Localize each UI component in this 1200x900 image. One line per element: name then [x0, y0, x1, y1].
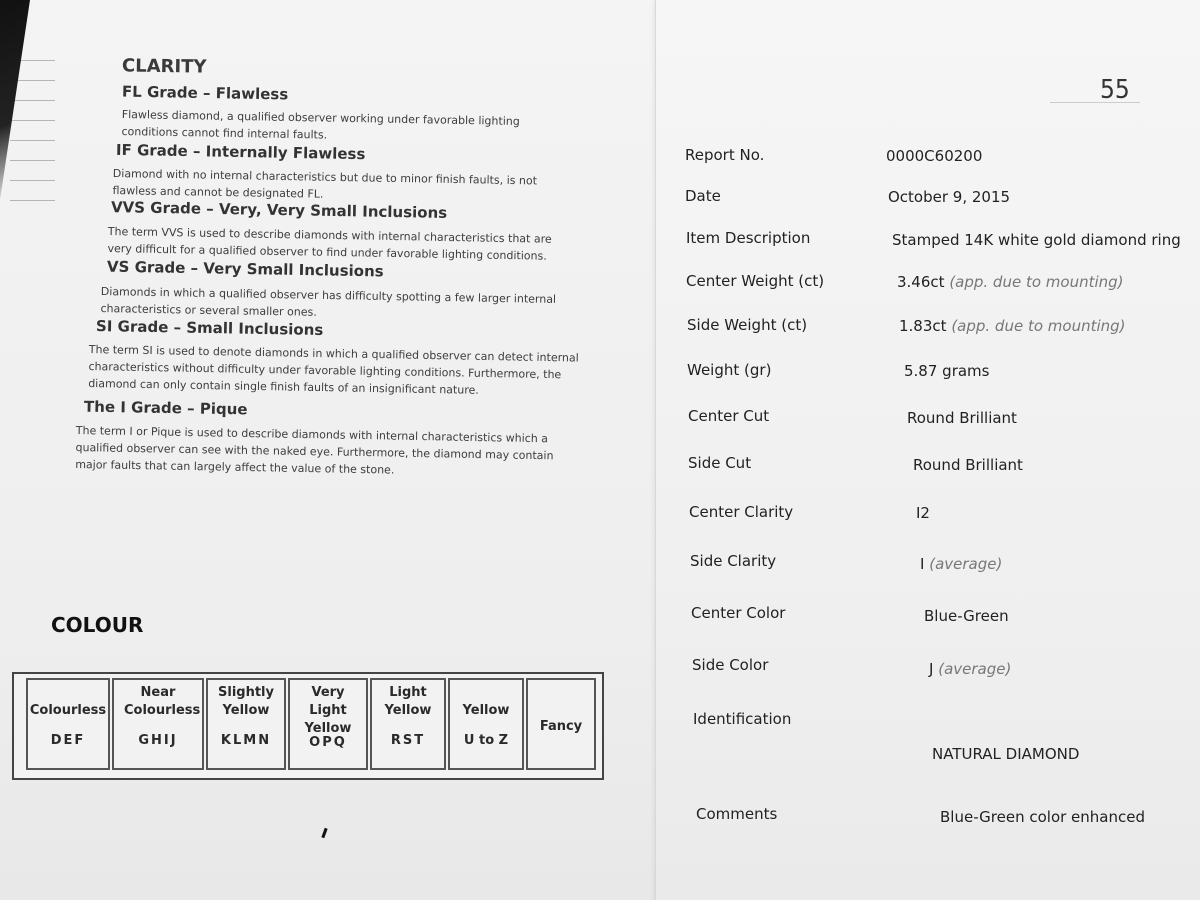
center-weight-value: 3.46ct [897, 273, 945, 291]
field-label-center-cut: Center Cut [688, 407, 770, 425]
field-label-center-color: Center Color [691, 604, 786, 622]
field-label-item-description: Item Description [686, 229, 811, 247]
colour-cell-code: GHIJ [138, 733, 178, 748]
colour-cell [112, 678, 204, 770]
field-value-date: October 9, 2015 [888, 188, 1011, 206]
binding-line [10, 120, 55, 121]
field-value-center-weight [897, 273, 1124, 291]
colour-scale-table [12, 672, 604, 780]
binding-line [10, 100, 55, 101]
side-clarity-note: (average) [929, 555, 1003, 573]
right-sheet [655, 0, 1200, 900]
colour-cell-label: Near Colourless [124, 685, 201, 718]
field-value-weight: 5.87 grams [904, 362, 990, 380]
grade-text-fl: Flawless diamond, a qualified observer working under favorable lighting conditions cannot find internal faults. [121, 107, 520, 142]
field-label-center-weight: Center Weight (ct) [686, 272, 825, 290]
field-value-side-cut: Round Brilliant [913, 456, 1023, 474]
colour-cell-label: Slightly Yellow [218, 685, 274, 718]
binding-line [10, 180, 55, 181]
field-label-side-cut: Side Cut [688, 454, 752, 472]
colour-cell [26, 678, 110, 770]
field-value-report-no: 0000C60200 [886, 147, 983, 165]
clarity-title: CLARITY [121, 55, 207, 78]
side-color-note: (average) [938, 660, 1012, 678]
colour-cell-code: U to Z [463, 733, 509, 748]
colour-cell-code: RST [390, 733, 426, 748]
field-label-side-weight: Side Weight (ct) [687, 316, 808, 334]
colour-cell-label: Yellow [462, 703, 510, 718]
field-label-side-color: Side Color [692, 656, 769, 674]
field-label-side-clarity: Side Clarity [690, 552, 777, 570]
field-value-center-clarity: I2 [916, 504, 930, 522]
colour-cell [448, 678, 524, 770]
colour-cell-label: Colourless [29, 703, 107, 718]
colour-cell-code: OPQ [309, 735, 347, 750]
field-value-side-clarity [920, 555, 1002, 573]
colour-cell [206, 678, 286, 770]
field-label-report-no: Report No. [685, 146, 765, 164]
colour-cell-label: Very Light Yellow [304, 685, 352, 736]
colour-cell-label: Light Yellow [384, 685, 432, 718]
grade-heading-vvs: VVS Grade – Very, Very Small Inclusions [110, 198, 448, 222]
page-number: 55 [1100, 75, 1130, 105]
side-weight-value: 1.83ct [899, 317, 947, 335]
center-weight-note: (app. due to mounting) [949, 273, 1124, 291]
colour-cell [370, 678, 446, 770]
colour-title: COLOUR [51, 613, 144, 637]
field-label-center-clarity: Center Clarity [689, 503, 794, 521]
field-label-date: Date [685, 187, 721, 205]
field-value-center-color: Blue-Green [924, 607, 1009, 625]
binding-line [10, 140, 55, 141]
grade-text-vs: Diamonds in which a qualified observer has difficulty spotting a few larger internal characteristics or several smaller ones. [100, 284, 557, 319]
grade-heading-fl: FL Grade – Flawless [121, 82, 289, 104]
colour-cell-code: KLMN [220, 733, 272, 748]
binding-line [10, 160, 55, 161]
field-label-identification: Identification [693, 710, 792, 728]
field-value-center-cut: Round Brilliant [907, 409, 1017, 427]
grade-heading-vs: VS Grade – Very Small Inclusions [106, 257, 384, 281]
side-color-value: J [929, 660, 934, 678]
grade-text-si: The term SI is used to denote diamonds in which a qualified observer can detect internal characteristics without difficulty under favorable lighting conditions. Furthermore, the diamond can only contain single finish faults of an insignificant nature. [88, 342, 579, 397]
field-value-side-weight [899, 317, 1126, 335]
grade-heading-si: SI Grade – Small Inclusions [95, 317, 324, 339]
pen-mark [321, 828, 327, 838]
field-value-item-description: Stamped 14K white gold diamond ring [892, 231, 1181, 249]
grade-text-vvs: The term VVS is used to describe diamonds with internal characteristics that are very difficult for a qualified observer to find under favorable lighting conditions. [107, 224, 552, 263]
field-value-identification: NATURAL DIAMOND [932, 745, 1080, 763]
grade-heading-i: The I Grade – Pique [83, 397, 248, 419]
grade-heading-if: IF Grade – Internally Flawless [115, 140, 366, 164]
grade-text-i: The term I or Pique is used to describe diamonds with internal characteristics which a qualified observer can see with the naked eye. Furthermore, the diamond may contain major faults that can largely affect the value of the stone. [75, 423, 554, 477]
colour-cell [526, 678, 596, 770]
field-value-comments: Blue-Green color enhanced [940, 808, 1145, 826]
side-clarity-value: I [920, 555, 925, 573]
colour-cell [288, 678, 368, 770]
grade-text-if: Diamond with no internal characteristics but due to minor finish faults, is not flawless and cannot be designated FL. [112, 166, 538, 201]
field-label-weight: Weight (gr) [687, 361, 772, 379]
colour-cell-code: DEF [50, 733, 86, 748]
field-label-comments: Comments [696, 805, 778, 823]
binding-line [10, 200, 55, 201]
side-weight-note: (app. due to mounting) [951, 317, 1126, 335]
field-value-side-color [929, 660, 1011, 678]
colour-cell-label: Fancy [539, 719, 583, 734]
